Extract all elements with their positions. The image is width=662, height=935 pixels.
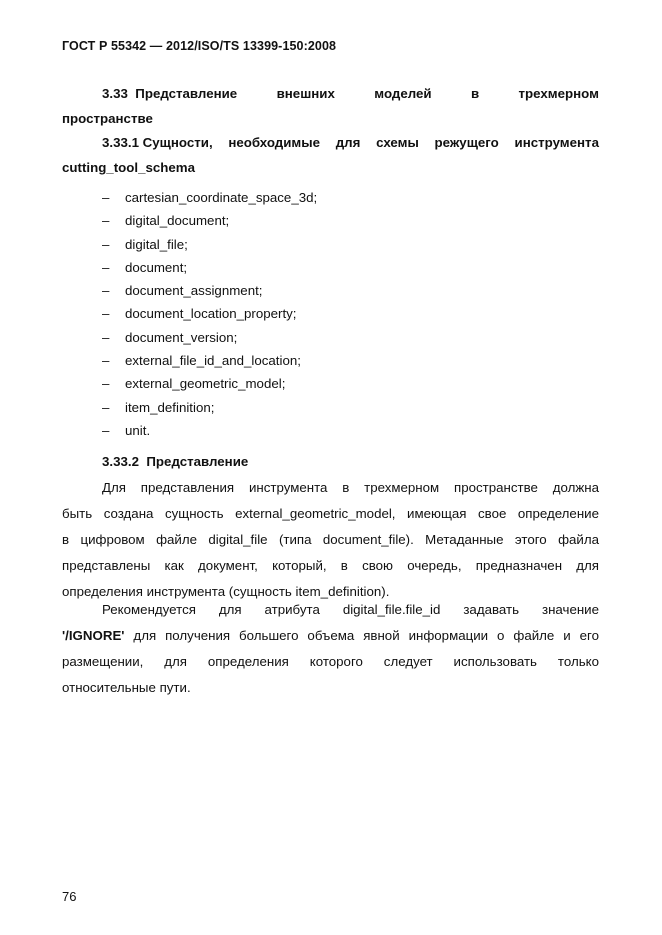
- list-item: – external_geometric_model;: [102, 372, 317, 395]
- list-item: – digital_document;: [102, 209, 317, 232]
- list-dash: –: [102, 353, 110, 369]
- title-word: режущего: [434, 135, 499, 150]
- title-word: 3.33.1 Сущности,: [102, 135, 213, 150]
- page-number: 76: [62, 889, 77, 904]
- list-item: – item_definition;: [102, 396, 317, 419]
- title-word: трехмерном: [518, 86, 599, 101]
- title-word: внешних: [276, 86, 335, 101]
- list-dash: –: [102, 306, 110, 322]
- title-word: схемы: [376, 135, 419, 150]
- section-number: 3.33.2: [102, 454, 139, 469]
- list-dash: –: [102, 422, 110, 438]
- entity-list: [102, 186, 317, 442]
- section-3-33-1-heading: [62, 131, 599, 180]
- list-item: – document_version;: [102, 326, 317, 349]
- list-item: – digital_file;: [102, 233, 317, 256]
- list-item: – document;: [102, 256, 317, 279]
- document-header: ГОСТ Р 55342 — 2012/ISO/TS 13399-150:2008: [62, 39, 337, 53]
- list-dash: –: [102, 213, 110, 229]
- section-3-33-heading: [62, 82, 599, 131]
- list-dash: –: [102, 376, 110, 392]
- title-word: в: [470, 86, 480, 101]
- section-3-33-1-title-line2: cutting_tool_schema: [62, 159, 195, 175]
- paragraph-line: Рекомендуется для атрибута digital_file.file_id задавать значение: [102, 602, 599, 617]
- list-item: – cartesian_coordinate_space_3d;: [102, 186, 317, 209]
- paragraph-line: '/IGNORE' для получения большего объема явной информации о файле и его: [62, 628, 599, 643]
- paragraph-line: представлены как документ, который, в свою очередь, предназначен для: [62, 558, 599, 573]
- section-3-33-2-heading: [102, 450, 248, 474]
- list-item: – document_assignment;: [102, 279, 317, 302]
- paragraph-line: относительные пути.: [62, 680, 191, 695]
- list-item: – external_file_id_and_location;: [102, 349, 317, 372]
- paragraph-2: [62, 597, 599, 701]
- list-dash: –: [102, 399, 110, 415]
- list-item: – document_location_property;: [102, 302, 317, 325]
- paragraph-line: Для представления инструмента в трехмерном пространстве должна: [102, 480, 599, 495]
- paragraph-line: в цифровом файле digital_file (типа document_file). Метаданные этого файла: [62, 532, 599, 547]
- paragraph-1: [62, 475, 599, 605]
- ignore-value: '/IGNORE': [62, 628, 125, 643]
- list-dash: –: [102, 190, 110, 205]
- list-dash: –: [102, 329, 110, 345]
- section-3-33-title-line1: [62, 82, 599, 107]
- title-word: моделей: [374, 86, 432, 101]
- list-dash: –: [102, 259, 110, 275]
- paragraph-line: быть создана сущность external_geometric_model, имеющая свое определение: [62, 506, 599, 521]
- section-number: 3.33 Представление: [102, 86, 238, 101]
- section-title: Представление: [146, 454, 249, 469]
- section-3-33-title-line2: пространстве: [62, 110, 153, 126]
- section-3-33-1-title-line1: [62, 131, 599, 156]
- list-dash: –: [102, 236, 110, 252]
- list-dash: –: [102, 283, 110, 299]
- title-word: инструмента: [514, 135, 599, 150]
- paragraph-line: определения инструмента (сущность item_definition).: [62, 584, 390, 599]
- title-word: для: [335, 135, 361, 150]
- paragraph-line: размещении, для определения которого следует использовать только: [62, 654, 599, 669]
- title-word: необходимые: [228, 135, 321, 150]
- list-item: – unit.: [102, 419, 317, 442]
